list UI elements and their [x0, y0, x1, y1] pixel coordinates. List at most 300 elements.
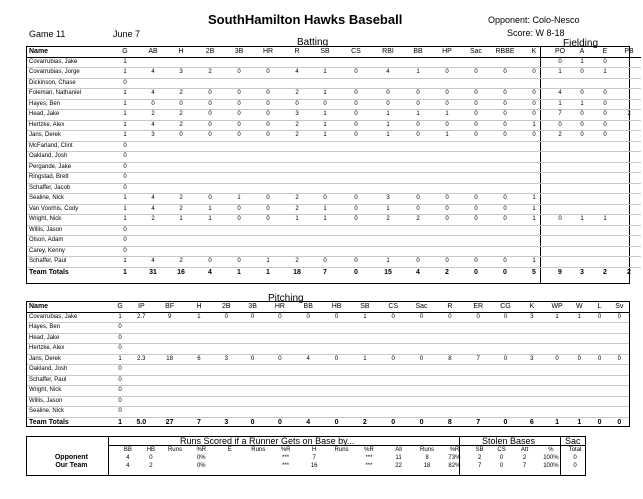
sac-title: Sac — [565, 436, 581, 446]
stat-cell — [593, 225, 617, 236]
stat-cell — [549, 141, 571, 152]
stat-cell — [492, 386, 518, 397]
stat-cell: 0 — [225, 110, 253, 121]
stat-cell — [571, 225, 593, 236]
player-name: Covarrubias, Jake — [27, 312, 112, 323]
stat-cell — [311, 183, 339, 194]
totals-label: Team Totals — [27, 267, 111, 277]
stat-cell — [617, 120, 641, 131]
stat-cell — [519, 141, 549, 152]
stat-cell: 0 — [283, 99, 311, 110]
stat-cell: 100% — [543, 455, 559, 461]
stat-cell: 0 — [403, 194, 433, 205]
stat-cell — [617, 225, 641, 236]
stat-cell — [185, 344, 213, 355]
stat-cell — [492, 375, 518, 386]
stat-cell — [239, 375, 265, 386]
header-row — [27, 302, 629, 312]
stat-cell: 0 — [253, 110, 283, 121]
stat-cell: 1 — [519, 257, 549, 268]
stat-cell: 0 — [195, 194, 225, 205]
stat-cell: 0 — [213, 312, 239, 323]
stat-cell: 0 — [253, 215, 283, 226]
stat-cell — [491, 57, 519, 68]
stat-cell: *** — [282, 455, 290, 461]
stat-cell — [213, 365, 239, 376]
stat-cell: 7 — [522, 463, 527, 469]
total-cell: 2 — [617, 267, 641, 277]
stat-cell: 1 — [112, 354, 128, 365]
stat-cell — [239, 407, 265, 418]
stat-cell — [407, 323, 435, 334]
table-row — [27, 110, 641, 121]
stat-cell — [167, 57, 195, 68]
stat-cell — [519, 225, 549, 236]
stat-cell — [154, 323, 184, 334]
stat-cell — [195, 246, 225, 257]
stat-cell — [213, 333, 239, 344]
stat-cell — [571, 141, 593, 152]
stat-cell — [464, 396, 492, 407]
stat-cell — [283, 162, 311, 173]
stat-cell — [379, 375, 407, 386]
stat-cell — [519, 78, 549, 89]
stat-cell — [283, 236, 311, 247]
stat-cell — [322, 375, 350, 386]
stat-cell — [253, 246, 283, 257]
player-name: Ringstad, Brett — [27, 173, 111, 184]
column-header: H — [185, 302, 213, 312]
stat-cell: 0 — [149, 455, 153, 461]
stat-cell — [339, 236, 373, 247]
total-cell: 0 — [492, 417, 518, 427]
stat-cell: *** — [282, 463, 290, 469]
totals-label: Team Totals — [27, 417, 112, 427]
stat-cell: 1 — [571, 99, 593, 110]
total-cell: 1 — [111, 267, 139, 277]
player-name: Hayes, Ben — [27, 323, 112, 334]
stat-cell: 0 — [499, 455, 504, 461]
total-cell: 1 — [569, 417, 589, 427]
stat-cell: 0 — [433, 204, 461, 215]
stat-cell — [328, 462, 354, 470]
player-name: Head, Jake — [27, 110, 111, 121]
game-number: Game 11 — [29, 29, 66, 39]
stat-cell — [373, 225, 403, 236]
fielding-title: Fielding — [563, 38, 599, 49]
stat-cell — [589, 323, 609, 334]
stat-cell — [569, 375, 589, 386]
stat-cell: 2 — [617, 110, 641, 121]
stat-cell — [225, 152, 253, 163]
stat-cell — [617, 152, 641, 163]
total-cell: 4 — [294, 417, 322, 427]
column-header: SB — [311, 47, 339, 57]
stat-cell — [491, 225, 519, 236]
stat-cell: 1 — [253, 257, 283, 268]
header-row — [27, 47, 641, 57]
column-header: Sv — [610, 302, 629, 312]
table-row — [27, 131, 641, 142]
total-cell: 7 — [185, 417, 213, 427]
stat-cell — [571, 162, 593, 173]
table-row — [27, 225, 641, 236]
stat-cell — [351, 396, 379, 407]
stat-cell — [617, 257, 641, 268]
stat-cell: 0 — [253, 120, 283, 131]
stat-cell: 2 — [283, 257, 311, 268]
stat-cell — [593, 236, 617, 247]
stat-cell — [185, 386, 213, 397]
stat-cell — [283, 246, 311, 257]
stat-cell: 2 — [149, 463, 153, 469]
stat-cell: 0 — [311, 194, 339, 205]
stat-cell: 1 — [549, 99, 571, 110]
stat-cell: 4 — [139, 68, 167, 79]
stat-cell — [322, 344, 350, 355]
player-name: Dickinson, Chase — [27, 78, 111, 89]
stat-cell: 0 — [461, 99, 491, 110]
stat-cell — [351, 333, 379, 344]
stat-cell — [167, 162, 195, 173]
stat-cell: 0 — [403, 99, 433, 110]
stat-cell — [253, 173, 283, 184]
table-row — [27, 89, 641, 100]
stat-cell: 0 — [433, 89, 461, 100]
stat-cell — [253, 183, 283, 194]
stat-cell: 2 — [283, 89, 311, 100]
stat-cell: 0 — [571, 120, 593, 131]
player-name: Willis, Jason — [27, 396, 112, 407]
stat-cell: 1 — [185, 312, 213, 323]
stat-cell — [407, 365, 435, 376]
total-cell: 2 — [593, 267, 617, 277]
stat-cell: 1 — [519, 204, 549, 215]
stat-cell: 0 — [253, 194, 283, 205]
stat-cell — [373, 236, 403, 247]
stat-cell — [162, 454, 188, 462]
stat-cell — [311, 57, 339, 68]
stat-cell — [617, 99, 641, 110]
stat-cell: 0 — [519, 68, 549, 79]
stat-cell — [403, 152, 433, 163]
stat-cell — [266, 365, 294, 376]
stat-cell — [403, 162, 433, 173]
stat-cell — [239, 323, 265, 334]
total-cell: 4 — [195, 267, 225, 277]
stat-cell: 1 — [195, 204, 225, 215]
stat-cell — [436, 333, 464, 344]
stat-cell: 0 — [403, 131, 433, 142]
stat-cell — [139, 173, 167, 184]
stat-cell — [464, 375, 492, 386]
total-cell: 1 — [253, 267, 283, 277]
stat-cell: 0 — [571, 131, 593, 142]
total-cell: 0 — [610, 417, 629, 427]
stat-cell: 3 — [519, 312, 545, 323]
stat-cell: 0 — [519, 131, 549, 142]
stat-cell — [433, 57, 461, 68]
stat-cell: 2 — [283, 194, 311, 205]
total-cell: 0 — [407, 417, 435, 427]
stat-cell — [128, 365, 154, 376]
stat-cell: 4 — [126, 463, 130, 469]
stat-cell — [436, 407, 464, 418]
stat-cell — [214, 462, 245, 470]
column-header: L — [589, 302, 609, 312]
stat-cell: 1 — [311, 131, 339, 142]
stat-cell — [245, 454, 271, 462]
stat-cell — [154, 375, 184, 386]
stat-cell — [339, 225, 373, 236]
stat-cell — [253, 78, 283, 89]
column-header: 3B — [225, 47, 253, 57]
stat-cell: 2 — [195, 68, 225, 79]
player-name: Oakland, Josh — [27, 152, 111, 163]
total-cell: 15 — [373, 267, 403, 277]
stat-cell — [610, 365, 629, 376]
stat-cell: 0 — [294, 312, 322, 323]
stat-cell — [549, 246, 571, 257]
stat-cell — [139, 246, 167, 257]
stat-cell — [283, 57, 311, 68]
stat-cell — [185, 333, 213, 344]
column-header: 3B — [239, 302, 265, 312]
table-row — [27, 333, 629, 344]
stat-cell — [322, 386, 350, 397]
stat-cell — [569, 344, 589, 355]
column-header: Name — [27, 302, 112, 312]
stat-cell — [139, 152, 167, 163]
stat-cell — [433, 173, 461, 184]
stat-cell — [311, 225, 339, 236]
stat-cell — [167, 152, 195, 163]
table-row — [27, 454, 585, 462]
column-header: Total — [568, 447, 582, 453]
stat-cell: 0 — [266, 312, 294, 323]
stat-cell: 0% — [196, 455, 206, 461]
stat-cell — [154, 407, 184, 418]
player-name: Hertzke, Alex — [27, 120, 111, 131]
stat-cell — [491, 162, 519, 173]
stat-cell — [253, 236, 283, 247]
stat-cell: 0 — [433, 257, 461, 268]
stat-cell: 1 — [111, 89, 139, 100]
stat-cell — [403, 141, 433, 152]
stat-cell — [351, 344, 379, 355]
column-header: CS — [339, 47, 373, 57]
stat-cell: 1 — [283, 215, 311, 226]
stat-cell: 1 — [403, 110, 433, 121]
stat-cell — [266, 344, 294, 355]
stat-cell — [617, 215, 641, 226]
stat-cell: 0 — [112, 407, 128, 418]
stat-cell: 0 — [111, 141, 139, 152]
player-name: Sealine, Nick — [27, 194, 111, 205]
player-name: Covarrubias, Jake — [27, 57, 111, 68]
stat-cell: 2 — [283, 204, 311, 215]
runs-corner — [27, 446, 116, 454]
column-header: PB — [617, 47, 641, 57]
stat-cell: 0 — [491, 68, 519, 79]
stat-cell — [436, 365, 464, 376]
stat-cell: 0 — [195, 131, 225, 142]
stat-cell — [139, 236, 167, 247]
stat-cell: 0 — [519, 89, 549, 100]
stat-cell: 0 — [111, 183, 139, 194]
stat-cell: 3 — [373, 194, 403, 205]
stat-cell: 0 — [403, 257, 433, 268]
stat-cell — [492, 407, 518, 418]
total-cell: 8 — [436, 417, 464, 427]
stat-cell: 6 — [185, 354, 213, 365]
pitching-table — [27, 302, 629, 427]
stat-cell: 2 — [522, 455, 527, 461]
stat-cell — [617, 194, 641, 205]
stat-cell — [403, 57, 433, 68]
stat-cell: 1 — [373, 120, 403, 131]
stat-cell: 0 — [253, 131, 283, 142]
stat-cell — [167, 246, 195, 257]
player-name: Foleman, Nathaniel — [27, 89, 111, 100]
stat-cell: 0 — [112, 396, 128, 407]
stat-cell: 73% — [448, 455, 461, 461]
stat-cell — [436, 344, 464, 355]
column-header: % — [548, 447, 554, 453]
stat-cell: 0 — [571, 89, 593, 100]
row-label: Opponent — [54, 454, 88, 461]
total-cell: 1 — [112, 417, 128, 427]
column-header: HR — [253, 47, 283, 57]
stat-cell — [433, 141, 461, 152]
stat-cell: 0 — [549, 120, 571, 131]
stat-cell — [213, 323, 239, 334]
stat-cell — [589, 344, 609, 355]
total-cell: 7 — [464, 417, 492, 427]
stat-cell: 1 — [111, 194, 139, 205]
stat-cell — [403, 246, 433, 257]
stat-cell: 1 — [569, 312, 589, 323]
stat-cell — [491, 183, 519, 194]
stat-cell — [519, 407, 545, 418]
stat-cell: 4 — [549, 89, 571, 100]
stat-cell: 0 — [610, 354, 629, 365]
stat-cell — [213, 375, 239, 386]
stat-cell — [322, 396, 350, 407]
stat-cell — [545, 365, 569, 376]
stat-cell: 0 — [311, 257, 339, 268]
stat-cell — [328, 454, 354, 462]
stat-cell: 1 — [373, 204, 403, 215]
stat-cell: 1 — [225, 194, 253, 205]
stat-cell — [351, 323, 379, 334]
stat-cell — [373, 246, 403, 257]
stat-cell — [339, 162, 373, 173]
player-name: Wright, Nick — [27, 386, 112, 397]
stat-cell — [617, 173, 641, 184]
column-header: PO — [549, 47, 571, 57]
column-header: Sac — [461, 47, 491, 57]
stat-cell — [464, 407, 492, 418]
stat-cell — [617, 141, 641, 152]
stat-cell — [403, 173, 433, 184]
column-header: BB — [123, 447, 132, 453]
stat-cell — [128, 323, 154, 334]
table-row — [27, 344, 629, 355]
stat-cell: 0 — [433, 99, 461, 110]
total-cell: 0 — [491, 267, 519, 277]
stat-cell — [239, 396, 265, 407]
column-header: BB — [294, 302, 322, 312]
stat-cell: 0 — [253, 204, 283, 215]
stat-cell — [128, 386, 154, 397]
stat-cell: 0 — [195, 110, 225, 121]
stat-cell — [593, 257, 617, 268]
table-row — [27, 99, 641, 110]
total-cell: 1 — [545, 417, 569, 427]
stat-cell: 0 — [266, 354, 294, 365]
stat-cell: 1 — [351, 312, 379, 323]
stat-cell — [617, 78, 641, 89]
stat-cell — [294, 375, 322, 386]
stat-cell: 0 — [112, 333, 128, 344]
total-cell: 3 — [213, 417, 239, 427]
column-header: E — [593, 47, 617, 57]
stat-cell — [266, 396, 294, 407]
stat-cell — [162, 462, 188, 470]
stat-cell — [195, 236, 225, 247]
player-name: Covarrubias, Jorge — [27, 68, 111, 79]
player-name: Hertzke, Alex — [27, 344, 112, 355]
totals-row — [27, 417, 629, 427]
stat-cell — [545, 323, 569, 334]
stat-cell — [294, 333, 322, 344]
table-row — [27, 354, 629, 365]
stat-cell — [373, 141, 403, 152]
stat-cell — [545, 344, 569, 355]
stat-cell: 0 — [379, 354, 407, 365]
stat-cell — [266, 333, 294, 344]
stat-cell — [571, 173, 593, 184]
stat-cell — [322, 365, 350, 376]
stat-cell — [128, 396, 154, 407]
table-row — [27, 152, 641, 163]
stat-cell — [379, 365, 407, 376]
stat-cell: 0 — [407, 354, 435, 365]
stat-cell — [294, 323, 322, 334]
stat-cell: 1 — [549, 68, 571, 79]
stat-cell — [549, 204, 571, 215]
stat-cell: 7 — [549, 110, 571, 121]
stat-cell — [283, 78, 311, 89]
stat-cell — [569, 396, 589, 407]
stat-cell: 0 — [111, 225, 139, 236]
total-cell: 5.0 — [128, 417, 154, 427]
stat-cell — [589, 396, 609, 407]
stat-cell — [492, 323, 518, 334]
table-row — [27, 120, 641, 131]
stat-cell: 0 — [339, 110, 373, 121]
stat-cell — [373, 78, 403, 89]
stat-cell: 0 — [225, 131, 253, 142]
stat-cell — [283, 141, 311, 152]
column-header: %R — [449, 447, 460, 453]
stat-cell — [225, 173, 253, 184]
stat-cell — [461, 246, 491, 257]
total-cell: 5 — [519, 267, 549, 277]
stat-cell: 0 — [111, 78, 139, 89]
stat-cell — [185, 323, 213, 334]
